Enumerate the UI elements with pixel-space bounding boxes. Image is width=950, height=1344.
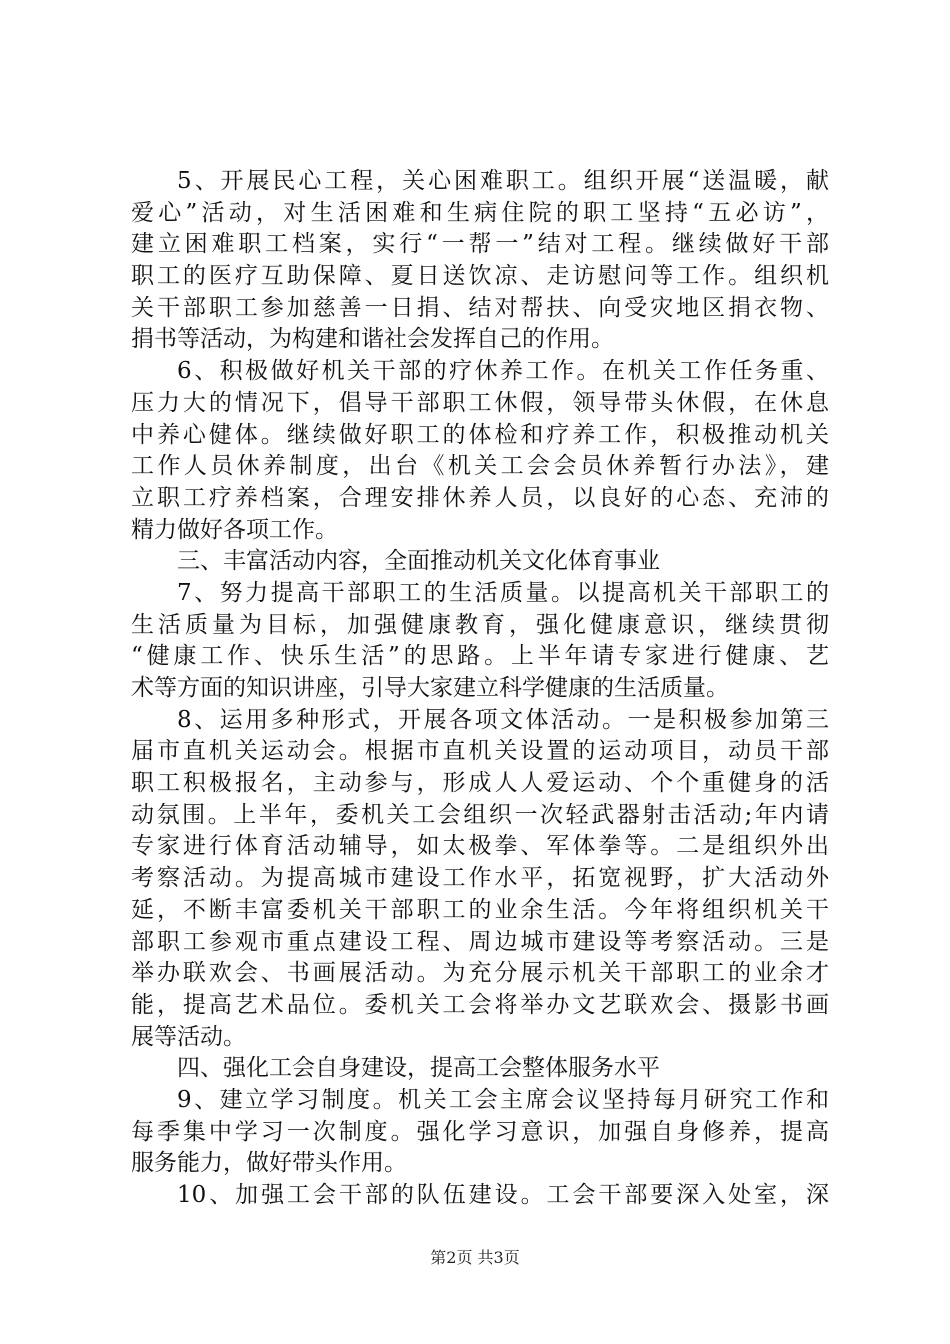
- paragraph-8-line: 专家进行体育活动辅导，如太极拳、军体拳等。二是组织外出: [131, 833, 829, 860]
- paragraph-5-line: 5、开展民心工程，关心困难职工。组织开展“送温暖，献: [177, 168, 829, 194]
- paragraph-8-line: 考察活动。为提高城市建设工作水平，拓宽视野，扩大活动外: [131, 865, 829, 892]
- paragraph-7-line: 生活质量为目标，加强健康教育，强化健康意识，继续贯彻: [131, 611, 829, 638]
- paragraph-9-line: 9、建立学习制度。机关工会主席会议坚持每月研究工作和: [177, 1086, 829, 1113]
- paragraph-5-line: 关干部职工参加慈善一日捐、结对帮扶、向受灾地区捐衣物、: [131, 294, 829, 321]
- section-heading-3: 三、丰富活动内容，全面推动机关文化体育事业: [177, 548, 660, 575]
- paragraph-6-line: 6、积极做好机关干部的疗休养工作。在机关工作任务重、: [177, 358, 829, 385]
- paragraph-7-line: “健康工作、快乐生活”的思路。上半年请专家进行健康、艺: [131, 643, 829, 670]
- paragraph-8-line: 能，提高艺术品位。委机关工会将举办文艺联欢会、摄影书画: [131, 991, 829, 1018]
- document-body: [131, 166, 829, 1212]
- paragraph-7-line: 7、努力提高干部职工的生活质量。以提高机关干部职工的: [177, 579, 829, 606]
- paragraph-6-line: 立职工疗养档案，合理安排休养人员，以良好的心态、充沛的: [131, 484, 829, 511]
- section-heading-4: 四、强化工会自身建设，提高工会整体服务水平: [177, 1055, 660, 1082]
- paragraph-10-line: 10、加强工会干部的队伍建设。工会干部要深入处室，深: [177, 1182, 829, 1208]
- paragraph-6-line: 工作人员休养制度，出台《机关工会会员休养暂行办法》，建: [131, 453, 829, 480]
- paragraph-9-line: 服务能力，做好带头作用。: [131, 1150, 407, 1177]
- paragraph-8-line: 职工积极报名，主动参与，形成人人爱运动、个个重健身的活: [131, 770, 829, 797]
- paragraph-8-line: 动氛围。上半年，委机关工会组织一次轻武器射击活动;年内请: [131, 801, 829, 828]
- paragraph-8-line: 部职工参观市重点建设工程、周边城市建设等考察活动。三是: [131, 928, 829, 955]
- paragraph-6-line: 中养心健体。继续做好职工的体检和疗养工作，积极推动机关: [131, 421, 829, 448]
- paragraph-6-line: 精力做好各项工作。: [131, 516, 338, 543]
- paragraph-5-line: 建立困难职工档案，实行“一帮一”结对工程。继续做好干部: [131, 231, 829, 258]
- paragraph-5-line: 捐书等活动，为构建和谐社会发挥自己的作用。: [131, 326, 614, 353]
- paragraph-6-line: 压力大的情况下，倡导干部职工休假，领导带头休假，在休息: [131, 389, 829, 416]
- paragraph-8-line: 展等活动。: [131, 1023, 246, 1050]
- paragraph-7-line: 术等方面的知识讲座，引导大家建立科学健康的生活质量。: [131, 675, 729, 701]
- paragraph-8-line: 届市直机关运动会。根据市直机关设置的运动项目，动员干部: [131, 738, 829, 765]
- paragraph-8-line: 延，不断丰富委机关干部职工的业余生活。今年将组织机关干: [131, 896, 829, 923]
- paragraph-8-line: 举办联欢会、书画展活动。为充分展示机关干部职工的业余才: [131, 960, 829, 987]
- paragraph-5-line: 爱心”活动，对生活困难和生病住院的职工坚持“五必访”，: [131, 199, 829, 226]
- page-number-footer: 第2页 共3页: [430, 1248, 520, 1267]
- paragraph-5-line: 职工的医疗互助保障、夏日送饮凉、走访慰问等工作。组织机: [131, 263, 829, 290]
- paragraph-8-line: 8、运用多种形式，开展各项文体活动。一是积极参加第三: [177, 706, 829, 733]
- paragraph-9-line: 每季集中学习一次制度。强化学习意识，加强自身修养，提高: [131, 1118, 829, 1145]
